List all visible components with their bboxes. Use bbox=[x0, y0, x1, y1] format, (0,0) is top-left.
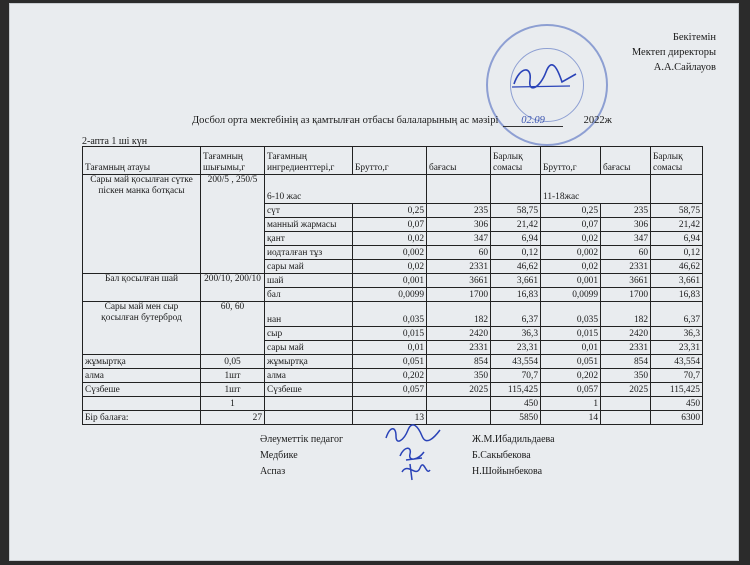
price-value: 3661 bbox=[427, 274, 491, 288]
sum-value: 6,94 bbox=[651, 232, 703, 246]
gross-value: 0,057 bbox=[353, 383, 427, 397]
age-group-1: 6-10 жас bbox=[265, 175, 427, 204]
table-row bbox=[83, 355, 703, 369]
ingredient: манный жармасы bbox=[265, 218, 353, 232]
gross-value: 0,057 bbox=[541, 383, 601, 397]
gross-value: 0,035 bbox=[541, 302, 601, 327]
sum-value: 36,3 bbox=[651, 327, 703, 341]
total-gross-1: 13 bbox=[353, 411, 427, 425]
total-gross-2: 14 bbox=[541, 411, 601, 425]
sum-value: 3,661 bbox=[491, 274, 541, 288]
price-value: 235 bbox=[601, 204, 651, 218]
sum-value: 58,75 bbox=[651, 204, 703, 218]
title-year: 2022ж bbox=[583, 115, 612, 126]
sum-value: 36,3 bbox=[491, 327, 541, 341]
gross-value: 0,051 bbox=[541, 355, 601, 369]
header-sum-1: Барлық сомасы bbox=[491, 147, 541, 175]
gross-value: 0,0099 bbox=[353, 288, 427, 302]
sum-value: 70,7 bbox=[651, 369, 703, 383]
header-gross-2: Брутто,г bbox=[541, 147, 601, 175]
approval-line-1: Бекітемін bbox=[672, 32, 716, 43]
dish-name: Сары май қосылған сүтке піскен манка ботқасы bbox=[83, 175, 201, 274]
gross-value: 1 bbox=[541, 397, 601, 411]
dish-portion: 1шт bbox=[201, 369, 265, 383]
sum-value: 6,94 bbox=[491, 232, 541, 246]
gross-value: 0,001 bbox=[541, 274, 601, 288]
dish-name: жұмыртқа bbox=[83, 355, 201, 369]
gross-value: 0,202 bbox=[353, 369, 427, 383]
sum-value: 43,554 bbox=[651, 355, 703, 369]
sum-value: 16,83 bbox=[651, 288, 703, 302]
gross-value: 0,202 bbox=[541, 369, 601, 383]
sum-value: 115,425 bbox=[491, 383, 541, 397]
ingredient: сыр bbox=[265, 327, 353, 341]
sum-value: 46,62 bbox=[491, 260, 541, 274]
price-value: 1700 bbox=[601, 288, 651, 302]
sum-value: 450 bbox=[651, 397, 703, 411]
table-row bbox=[83, 302, 703, 327]
price-value: 2331 bbox=[427, 260, 491, 274]
price-value: 2420 bbox=[601, 327, 651, 341]
table-row bbox=[83, 274, 703, 288]
gross-value: 0,01 bbox=[353, 341, 427, 355]
header-gross-1: Брутто,г bbox=[353, 147, 427, 175]
ingredient: сары май bbox=[265, 341, 353, 355]
cook-signature bbox=[396, 460, 436, 482]
dish-name: Сары май мен сыр қосылған бутерброд bbox=[83, 302, 201, 355]
gross-value: 0,02 bbox=[541, 260, 601, 274]
sum-value: 23,31 bbox=[651, 341, 703, 355]
gross-value: 0,02 bbox=[541, 232, 601, 246]
dish-portion: 1 bbox=[201, 397, 265, 411]
table-row bbox=[83, 175, 703, 204]
sum-value: 0,12 bbox=[491, 246, 541, 260]
document-title bbox=[192, 115, 612, 127]
table-row bbox=[83, 383, 703, 397]
gross-value: 0,051 bbox=[353, 355, 427, 369]
dish-name: Бал қосылған шай bbox=[83, 274, 201, 302]
price-value: 854 bbox=[601, 355, 651, 369]
gross-value: 0,02 bbox=[353, 232, 427, 246]
price-value: 1700 bbox=[427, 288, 491, 302]
gross-value: 0,015 bbox=[353, 327, 427, 341]
gross-value: 0,002 bbox=[541, 246, 601, 260]
price-value: 60 bbox=[427, 246, 491, 260]
dish-name: Сүзбеше bbox=[83, 383, 201, 397]
title-text: Досбол орта мектебінің аз қамтылған отбасы балаларының ас мәзірі bbox=[192, 115, 499, 126]
header-portion: Тағамның шығымы,г bbox=[201, 147, 265, 175]
total-portion: 27 bbox=[201, 411, 265, 425]
total-sum-1: 5850 bbox=[491, 411, 541, 425]
dish-name: алма bbox=[83, 369, 201, 383]
header-dish: Тағамның атауы bbox=[83, 147, 201, 175]
price-value: 182 bbox=[427, 302, 491, 327]
ingredient: сүт bbox=[265, 204, 353, 218]
ingredient: иодталған тұз bbox=[265, 246, 353, 260]
price-value: 2331 bbox=[427, 341, 491, 355]
dish-portion: 60, 60 bbox=[201, 302, 265, 355]
sum-value: 0,12 bbox=[651, 246, 703, 260]
gross-value: 0,01 bbox=[541, 341, 601, 355]
sum-value: 46,62 bbox=[651, 260, 703, 274]
dish-portion: 0,05 bbox=[201, 355, 265, 369]
price-value: 2331 bbox=[601, 341, 651, 355]
price-value: 350 bbox=[601, 369, 651, 383]
price-value: 306 bbox=[601, 218, 651, 232]
sum-value: 6,37 bbox=[491, 302, 541, 327]
footer-role: Әлеуметтік педагог bbox=[260, 434, 344, 445]
header-price-1: бағасы bbox=[427, 147, 491, 175]
ingredient: алма bbox=[265, 369, 353, 383]
gross-value: 0,0099 bbox=[541, 288, 601, 302]
title-date: 02.09 bbox=[503, 115, 563, 127]
gross-value: 0,035 bbox=[353, 302, 427, 327]
ingredient: сары май bbox=[265, 260, 353, 274]
price-value: 854 bbox=[427, 355, 491, 369]
pedagogue-signature bbox=[382, 422, 452, 444]
document-page bbox=[10, 4, 738, 560]
menu-table bbox=[82, 146, 703, 425]
footer-name: Н.Шойынбекова bbox=[472, 466, 543, 477]
director-signature bbox=[510, 62, 580, 92]
price-value: 350 bbox=[427, 369, 491, 383]
age-group-2: 11-18жас bbox=[541, 175, 651, 204]
header-row bbox=[83, 147, 703, 175]
price-value: 2025 bbox=[601, 383, 651, 397]
footer-name: Б.Сакыбекова bbox=[472, 450, 531, 461]
footer-role: Медбике bbox=[260, 450, 298, 461]
ingredient: қант bbox=[265, 232, 353, 246]
header-sum-2: Барлық сомасы bbox=[651, 147, 703, 175]
sum-value: 23,31 bbox=[491, 341, 541, 355]
sum-value: 6,37 bbox=[651, 302, 703, 327]
approval-block bbox=[632, 30, 716, 75]
price-value: 60 bbox=[601, 246, 651, 260]
gross-value: 0,25 bbox=[353, 204, 427, 218]
approval-line-2: Мектеп директоры bbox=[631, 47, 716, 58]
sum-value: 58,75 bbox=[491, 204, 541, 218]
sum-value: 43,554 bbox=[491, 355, 541, 369]
price-value: 235 bbox=[427, 204, 491, 218]
table-row bbox=[83, 397, 703, 411]
sum-value: 16,83 bbox=[491, 288, 541, 302]
gross-value: 0,001 bbox=[353, 274, 427, 288]
total-label: Бір балаға: bbox=[83, 411, 201, 425]
price-value: 2025 bbox=[427, 383, 491, 397]
sum-value: 115,425 bbox=[651, 383, 703, 397]
ingredient: шай bbox=[265, 274, 353, 288]
gross-value: 0,25 bbox=[541, 204, 601, 218]
table-row bbox=[83, 369, 703, 383]
dish-portion: 200/5 , 250/5 bbox=[201, 175, 265, 274]
ingredient: Сүзбеше bbox=[265, 383, 353, 397]
price-value: 306 bbox=[427, 218, 491, 232]
sum-value: 450 bbox=[491, 397, 541, 411]
dish-portion: 200/10, 200/10 bbox=[201, 274, 265, 302]
ingredient: нан bbox=[265, 302, 353, 327]
gross-value: 0,015 bbox=[541, 327, 601, 341]
ingredient: бал bbox=[265, 288, 353, 302]
price-value: 182 bbox=[601, 302, 651, 327]
week-label: 2-апта 1 ші күн bbox=[82, 136, 148, 147]
sum-value: 3,661 bbox=[651, 274, 703, 288]
gross-value: 0,02 bbox=[353, 260, 427, 274]
price-value: 347 bbox=[601, 232, 651, 246]
sum-value: 21,42 bbox=[651, 218, 703, 232]
gross-value: 0,07 bbox=[541, 218, 601, 232]
footer-role: Аспаз bbox=[260, 466, 286, 477]
sum-value: 70,7 bbox=[491, 369, 541, 383]
approval-line-3: А.А.Сайлауов bbox=[653, 62, 716, 73]
gross-value: 0,002 bbox=[353, 246, 427, 260]
price-value: 2331 bbox=[601, 260, 651, 274]
price-value: 347 bbox=[427, 232, 491, 246]
price-value: 2420 bbox=[427, 327, 491, 341]
gross-value: 0,07 bbox=[353, 218, 427, 232]
total-sum-2: 6300 bbox=[651, 411, 703, 425]
header-price-2: бағасы bbox=[601, 147, 651, 175]
sum-value: 21,42 bbox=[491, 218, 541, 232]
header-ingredients: Тағамның ингредиенттері,г bbox=[265, 147, 353, 175]
price-value: 3661 bbox=[601, 274, 651, 288]
ingredient: жұмыртқа bbox=[265, 355, 353, 369]
dish-portion: 1шт bbox=[201, 383, 265, 397]
footer-name: Ж.М.Ибадильдаева bbox=[472, 434, 555, 445]
